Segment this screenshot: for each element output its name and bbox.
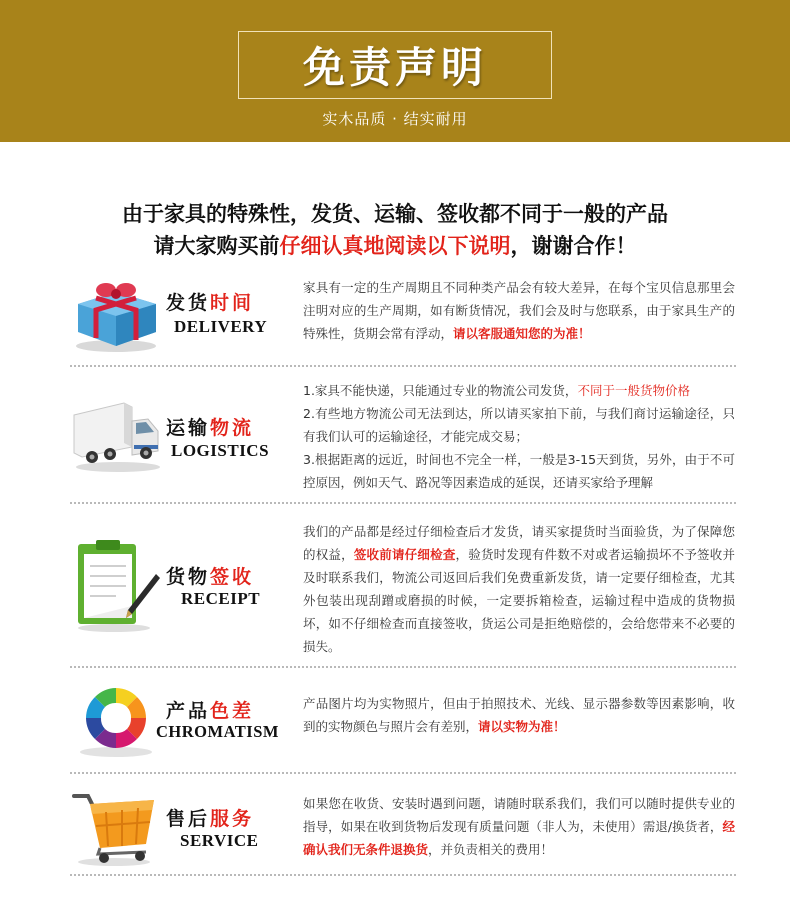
- divider: [70, 772, 736, 774]
- section-receipt: [70, 516, 740, 656]
- label-cn-a: 产品: [166, 700, 211, 722]
- label-cn-b: 服务: [210, 808, 255, 830]
- section-title-en: DELIVERY: [174, 317, 268, 336]
- desc-text: 如果您在收货、安装时遇到问题，请随时联系我们，我们可以随时提供专业的指导，如果在收到货物后发现有质量问题（非人为，未使用）需退/换货者，: [303, 796, 735, 834]
- label-cn-a: 运输: [166, 417, 211, 439]
- label-cn-b: 签收: [210, 566, 255, 588]
- desc-text: 我们的产品都是经过仔细检查后才发货，请买家提货时当面验货，为了保障您的权益，: [303, 524, 735, 562]
- intro-line-2: [0, 230, 790, 260]
- shopping-cart-icon: [70, 786, 162, 868]
- desc-highlight: 不同于一般货物价格: [577, 383, 690, 398]
- desc-text: 1.家具不能快递，只能通过专业的物流公司发货，: [303, 383, 578, 398]
- section-logistics: [70, 377, 740, 492]
- section-title-cn: [166, 288, 254, 315]
- section-title-en: CHROMATISM: [156, 722, 279, 741]
- desc-paragraph-2: 2.有些地方物流公司无法到达，所以请买家拍下前，与我们商讨运输途径，只有我们认可的运输途径，才能完成交易；: [303, 406, 735, 444]
- section-title-en: SERVICE: [180, 831, 259, 850]
- desc-highlight: 请以客服通知您的为准！: [453, 326, 591, 341]
- header-banner: [0, 0, 790, 142]
- label-cn-b: 色差: [210, 700, 255, 722]
- desc-text: 家具有一定的生产周期且不同种类产品会有较大差异，在每个宝贝信息那里会注明对应的生产周期，如有断货情况，我们会及时与您联系，由于家具生产的特殊性，货期会常有浮动，: [303, 280, 735, 341]
- color-wheel-icon: [70, 682, 162, 758]
- truck-icon: [70, 395, 162, 475]
- label-cn-a: 货物: [166, 566, 211, 588]
- section-title-en: RECEIPT: [181, 589, 261, 608]
- section-description: [303, 276, 735, 345]
- desc-text: ，验货时发现有件数不对或者运输损坏不予签收并及时联系我们，物流公司返回后我们免费重新发货，请一定要仔细检查，尤其外包装出现刮蹭或磨损的时候，一定要拆箱检查，运输过程中造成的货物损坏，如不仔细检查而直接签收，货运公司是拒绝赔偿的，会给您带来不必要的损失。: [303, 547, 735, 654]
- page-title: 免责声明: [302, 43, 487, 92]
- section-description: [303, 692, 735, 738]
- divider: [70, 666, 736, 668]
- label-cn-a: 售后: [166, 808, 211, 830]
- desc-highlight: 经确认我们无条件退换货: [303, 819, 735, 857]
- section-description: [303, 520, 735, 658]
- section-service: [70, 786, 740, 871]
- section-title-en: LOGISTICS: [171, 441, 270, 460]
- divider: [70, 365, 736, 367]
- desc-paragraph-3: 3.根据距离的远近，时间也不完全一样，一般是3-15天到货，另外，由于不可控原因，例如天气、路况等因素造成的延误，还请买家给予理解: [303, 452, 735, 490]
- label-cn-b: 物流: [210, 417, 255, 439]
- section-title-cn: [166, 562, 254, 589]
- divider: [70, 874, 736, 876]
- clipboard-pen-icon: [70, 538, 162, 634]
- gift-box-icon: [70, 274, 162, 354]
- desc-paragraph-1: [303, 379, 735, 402]
- title-frame: [238, 31, 552, 99]
- label-cn-a: 发货: [166, 292, 211, 314]
- divider: [70, 502, 736, 504]
- section-title-cn: [166, 804, 254, 831]
- section-description: [303, 379, 735, 494]
- desc-text: ，并负责相关的费用！: [428, 842, 554, 857]
- intro-highlight: 仔细认真地阅读以下说明: [279, 234, 511, 258]
- page-subtitle: 实木品质 · 结实耐用: [322, 110, 468, 128]
- label-cn-b: 时间: [210, 292, 255, 314]
- desc-highlight: 请以实物为准！: [478, 719, 566, 734]
- section-chromatism: [70, 680, 740, 770]
- desc-text: 产品图片均为实物照片，但由于拍照技术、光线、显示器参数等因素影响，收到的实物颜色与照片会有差别，: [303, 696, 735, 734]
- section-title-cn: [166, 696, 254, 723]
- section-description: [303, 792, 735, 861]
- intro-suffix: ，谢谢合作！: [510, 234, 637, 258]
- intro-prefix: 请大家购买前: [153, 234, 280, 258]
- intro-line-1: 由于家具的特殊性，发货、运输、签收都不同于一般的产品: [122, 202, 668, 226]
- desc-highlight: 签收前请仔细检查: [353, 547, 456, 562]
- section-delivery: [70, 272, 740, 362]
- section-title-cn: [166, 413, 254, 440]
